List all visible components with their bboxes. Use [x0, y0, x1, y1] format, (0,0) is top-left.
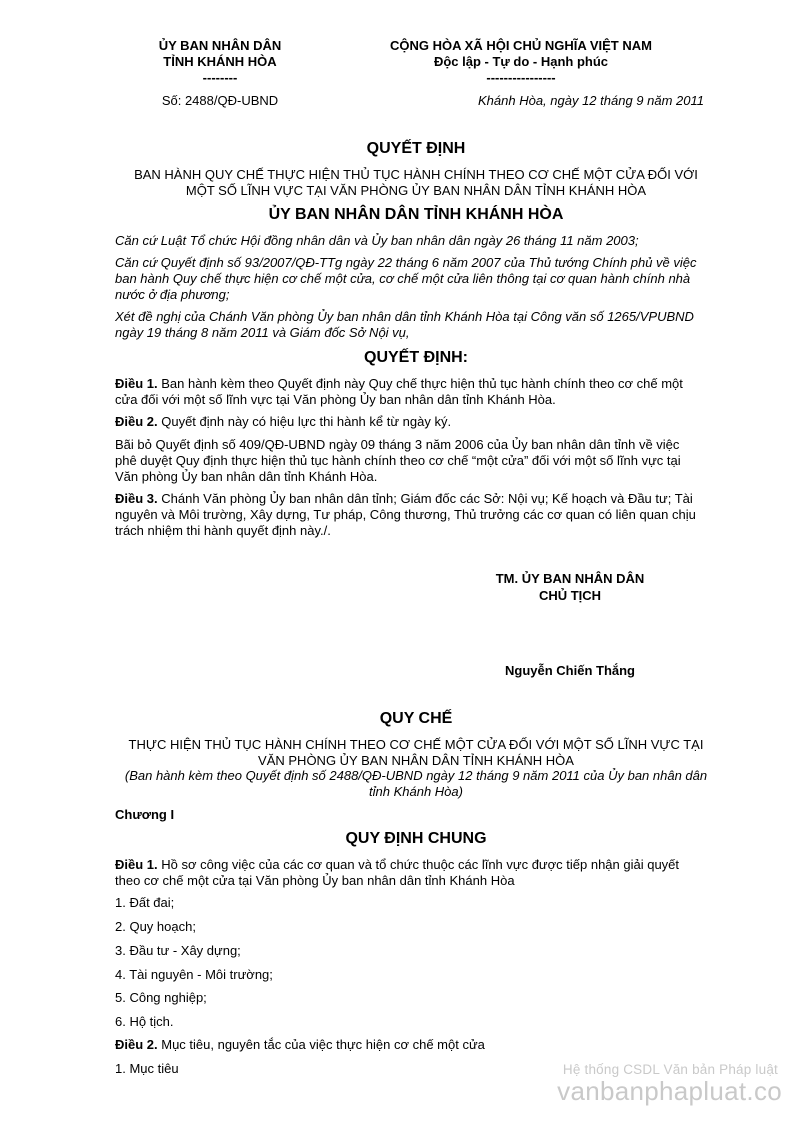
repeal-paragraph: [115, 437, 721, 485]
legal-basis-2-line2: ban hành Quy chế thực hiện cơ chế một cửa, cơ chế một cửa liên thông tại cơ quan hành chính nhà: [115, 271, 691, 286]
objective-item: 1. Mục tiêu: [115, 1061, 179, 1076]
decision-subtitle: [110, 167, 722, 199]
legal-basis-2-line1: Căn cứ Quyết định số 93/2007/QĐ-TTg ngày 22 tháng 6 năm 2007 của Thủ tướng Chính phủ về việc: [115, 255, 697, 270]
legal-basis-1: Căn cứ Luật Tổ chức Hội đồng nhân dân và Ủy ban nhân dân ngày 26 tháng 11 năm 2003;: [115, 233, 639, 248]
chapter-title: QUY ĐỊNH CHUNG: [345, 830, 487, 847]
legal-basis-3-line1: Xét đề nghị của Chánh Văn phòng Ủy ban nhân dân tỉnh Khánh Hòa tại Công văn số 1265/VPUBND: [115, 309, 694, 324]
regulation-article-1: [115, 857, 721, 889]
article-1-line1: Ban hành kèm theo Quyết định này Quy chế thực hiện thủ tục hành chính theo cơ chế một: [157, 376, 683, 391]
issuer-divider: --------: [202, 70, 238, 85]
article-2-text: Quyết định này có hiệu lực thi hành kể từ ngày ký.: [157, 414, 452, 429]
article-3-line1: Chánh Văn phòng Ủy ban nhân dân tỉnh; Giám đốc các Sở: Nội vụ; Kế hoạch và Đầu tư; Tài: [157, 491, 693, 506]
regulation-article-1-line1: Hồ sơ công việc của các cơ quan và tổ chức thuộc các lĩnh vực được tiếp nhận giải quyết: [157, 857, 680, 872]
watermark-site: vanbanphapluat.co: [557, 1076, 782, 1106]
document-number: Số: 2488/QĐ-UBND: [161, 93, 279, 108]
regulation-subtitle-line1: THỰC HIỆN THỦ TỤC HÀNH CHÍNH THEO CƠ CHẾ MỘT CỬA ĐỐI VỚI MỘT SỐ LĨNH VỰC TẠI: [128, 737, 704, 752]
regulation-article-2-label: Điều 2.: [115, 1037, 158, 1052]
field-item: 5. Công nghiệp;: [115, 990, 207, 1005]
signature-position: CHỦ TỊCH: [538, 588, 602, 603]
repeal-line2: phê duyệt Quy định thực hiện thủ tục hành chính theo cơ chế “một cửa” đối với một số lĩnh vực tại: [115, 453, 681, 468]
field-item: 2. Quy hoạch;: [115, 919, 196, 934]
legal-basis-3-line2: ngày 19 tháng 8 năm 2011 và Giám đốc Sở Nội vụ,: [115, 325, 410, 340]
regulation-article-1-line2: theo cơ chế một cửa tại Văn phòng Ủy ban nhân dân tỉnh Khánh Hòa: [115, 873, 515, 888]
regulation-article-1-label: Điều 1.: [115, 857, 158, 872]
article-3-line3: trách nhiệm thi hành quyết định này./.: [115, 523, 331, 538]
article-3-label: Điều 3.: [115, 491, 158, 506]
legal-basis-2-line3: nước ở địa phương;: [115, 287, 230, 302]
article-1-line2: cửa đối với một số lĩnh vực tại Văn phòng Ủy ban nhân dân tỉnh Khánh Hòa.: [115, 392, 556, 407]
legal-basis-3: [115, 309, 721, 341]
signature-title: TM. ỦY BAN NHÂN DÂN: [495, 571, 645, 586]
place-date: Khánh Hòa, ngày 12 tháng 9 năm 2011: [478, 93, 704, 108]
issuer-header: [120, 38, 320, 86]
national-header: [370, 38, 672, 86]
watermark-caption: Hệ thống CSDL Văn bản Pháp luật: [562, 1062, 778, 1077]
regulation-article-2: [115, 1037, 721, 1053]
repeal-line3: Văn phòng Ủy ban nhân dân tỉnh Khánh Hòa.: [115, 469, 378, 484]
signer-name: Nguyễn Chiến Thắng: [505, 663, 635, 678]
regulation-note-line2: tỉnh Khánh Hòa): [369, 784, 463, 799]
field-item: 1. Đất đai;: [115, 895, 175, 910]
article-1: [115, 376, 721, 408]
national-title: CỘNG HÒA XÃ HỘI CHỦ NGHĨA VIỆT NAM: [390, 38, 652, 53]
national-motto: Độc lập - Tự do - Hạnh phúc: [433, 54, 609, 69]
issuer-line1: ỦY BAN NHÂN DÂN: [158, 38, 282, 53]
national-divider: ----------------: [486, 70, 556, 85]
article-2: [115, 414, 721, 430]
regulation-note-line1: (Ban hành kèm theo Quyết định số 2488/QĐ-UBND ngày 12 tháng 9 năm 2011 của Ủy ban nhân dân: [124, 768, 708, 783]
decision-title: QUYẾT ĐỊNH: [366, 140, 466, 157]
decision-authority: ỦY BAN NHÂN DÂN TỈNH KHÁNH HÒA: [268, 206, 564, 223]
field-item: 3. Đầu tư - Xây dựng;: [115, 943, 241, 958]
signature-block: [480, 570, 660, 604]
article-3: [115, 491, 721, 539]
decision-subtitle-line2: MỘT SỐ LĨNH VỰC TẠI VĂN PHÒNG ỦY BAN NHÂN DÂN TỈNH KHÁNH HÒA: [185, 183, 647, 198]
chapter-label: Chương I: [115, 807, 175, 822]
article-2-label: Điều 2.: [115, 414, 158, 429]
issuer-line2: TỈNH KHÁNH HÒA: [163, 54, 277, 69]
field-item: 4. Tài nguyên - Môi trường;: [115, 967, 273, 982]
regulation-issuance-note: [110, 768, 722, 800]
field-item: 6. Hộ tịch.: [115, 1014, 174, 1029]
regulation-subtitle: [110, 737, 722, 769]
regulation-title: QUY CHẾ: [379, 710, 453, 727]
regulation-subtitle-line2: VĂN PHÒNG ỦY BAN NHÂN DÂN TỈNH KHÁNH HÒA: [258, 753, 574, 768]
article-3-line2: nguyên và Môi trường, Xây dựng, Tư pháp, Công thương, Thủ trưởng các cơ quan có liên quan chịu: [115, 507, 696, 522]
legal-basis-2: [115, 255, 721, 303]
decides-heading: QUYẾT ĐỊNH:: [364, 349, 468, 366]
decision-subtitle-line1: BAN HÀNH QUY CHẾ THỰC HIỆN THỦ TỤC HÀNH CHÍNH THEO CƠ CHẾ MỘT CỬA ĐỐI VỚI: [134, 167, 698, 182]
repeal-line1: Bãi bỏ Quyết định số 409/QĐ-UBND ngày 09 tháng 3 năm 2006 của Ủy ban nhân dân tỉnh về việc: [115, 437, 680, 452]
regulation-article-2-text: Mục tiêu, nguyên tắc của việc thực hiện cơ chế một cửa: [157, 1037, 485, 1052]
article-1-label: Điều 1.: [115, 376, 158, 391]
